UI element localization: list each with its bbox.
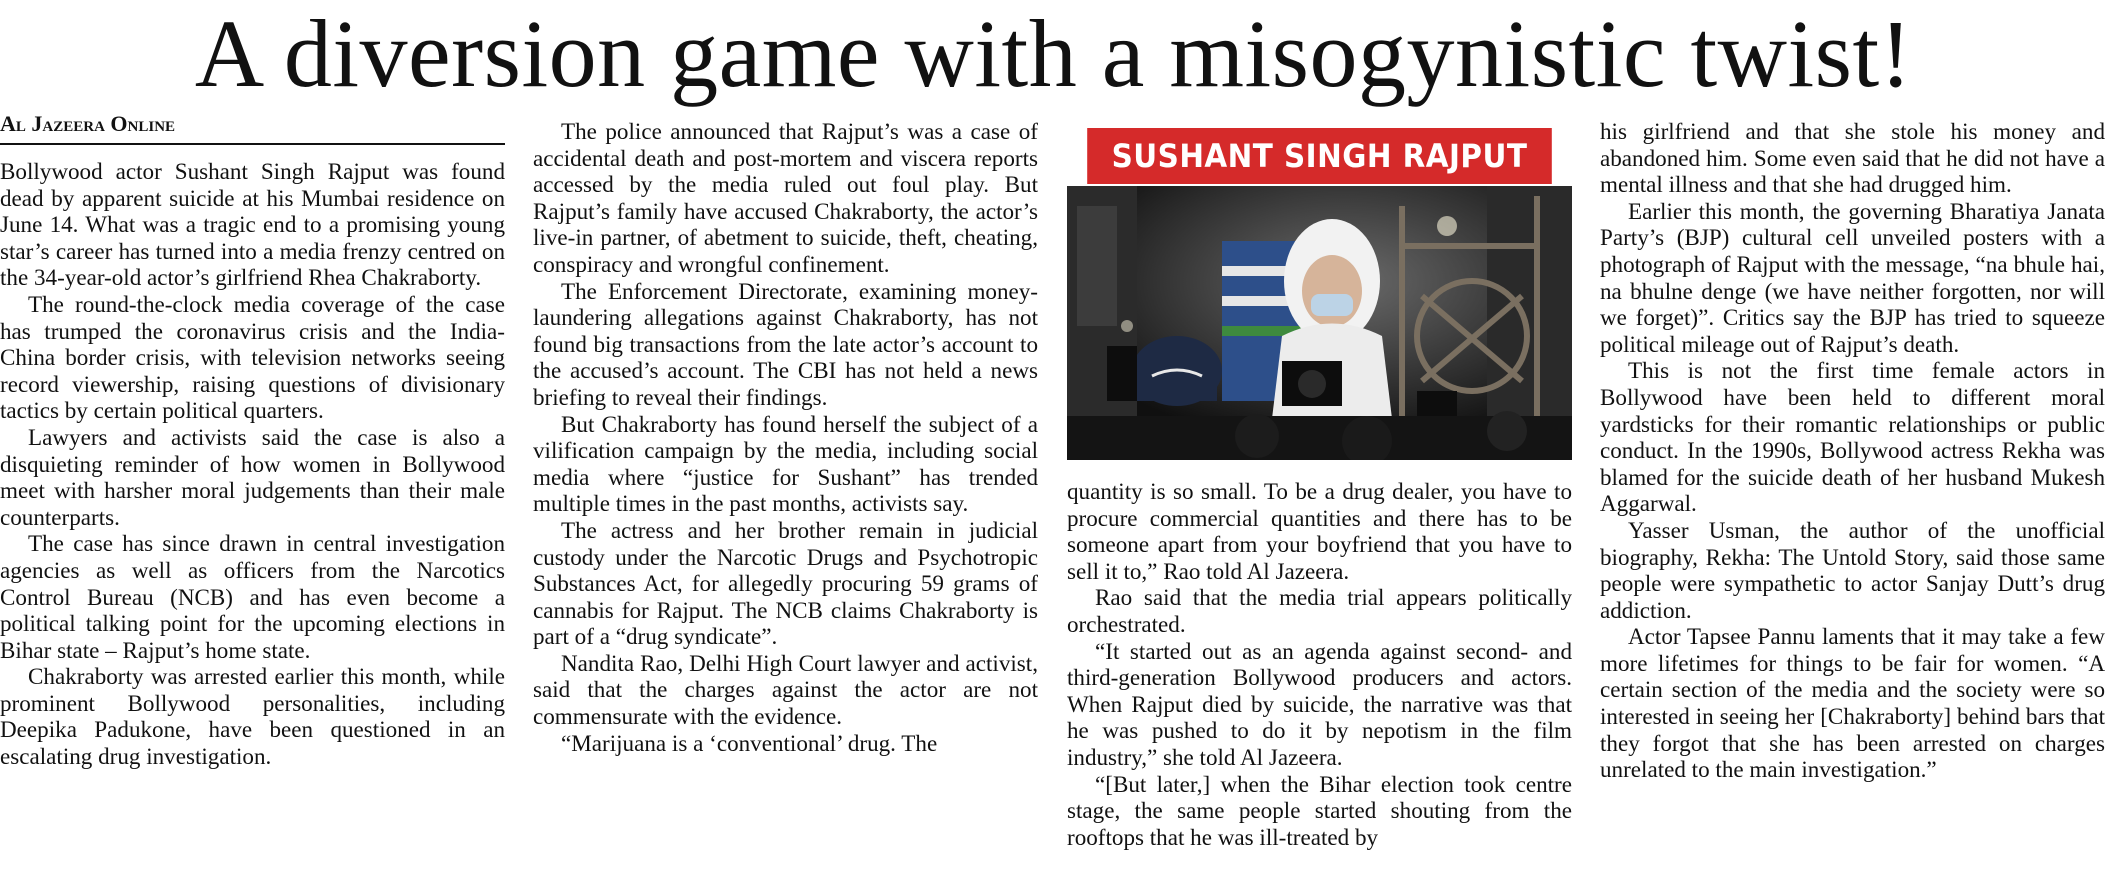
article-column-1 (0, 158, 505, 770)
paragraph: The police announced that Rajput’s was a case of accidental death and post-mortem and viscera reports accessed by the media ruled out foul play. But Rajput’s family have accused Chakraborty, the actor’s live-in partner, of abetment to suicide, theft, cheating, conspiracy and wrongful confinement. (533, 118, 1038, 277)
paragraph: The case has since drawn in central investigation agencies as well as officers from the Narcotics Control Bureau (NCB) and has even become a political talking point for the upcoming elections in Bihar state – Rajput’s home state. (0, 530, 505, 663)
paragraph: Chakraborty was arrested earlier this month, while prominent Bollywood personalities, including Deepika Padukone, have been questioned in an escalating drug investigation. (0, 663, 505, 770)
paragraph: Bollywood actor Sushant Singh Rajput was found dead by apparent suicide at his Mumbai residence on June 14. What was a tragic end to a promising young star’s career has turned into a media frenzy centred on the 34-year-old actor’s girlfriend Rhea Chakraborty. (0, 158, 505, 291)
byline: Al Jazeera Online (0, 111, 176, 136)
headline: A diversion game with a misogynistic twist! (194, 0, 1913, 107)
paragraph: This is not the first time female actors in Bollywood have been held to different moral yardsticks for their romantic relationships or public conduct. In the 1990s, Bollywood actress Rekha was blamed for the suicide death of her husband Mukesh Aggarwal. (1600, 357, 2105, 517)
photo-banner: SUSHANT SINGH RAJPUT (1087, 128, 1552, 184)
paragraph: The actress and her brother remain in judicial custody under the Narcotic Drugs and Psychotropic Substances Act, for allegedly procuring 59 grams of cannabis for Rajput. The NCB claims Chakraborty is part of a “drug syndicate”. (533, 516, 1038, 650)
article-column-2 (533, 118, 1038, 756)
paragraph: Lawyers and activists said the case is also a disquieting reminder of how women in Bollywood meet with harsher moral judgements than their male counterparts. (0, 423, 505, 530)
paragraph: “Marijuana is a ‘conventional’ drug. The (561, 729, 938, 756)
paragraph: his girlfriend and that she stole his money and abandoned him. Some even said that he did not have a mental illness and that she had drugged him. (1600, 118, 2105, 198)
paragraph: “[But later,] when the Bihar election took centre stage, the same people started shouting from the rooftops that he was ill-treated by (1067, 770, 1572, 850)
paragraph: The Enforcement Directorate, examining money-laundering allegations against Chakraborty, has not found big transactions from the late actor’s account to the accused’s account. The CBI has not held a news briefing to reveal their findings. (533, 277, 1038, 410)
paragraph: Earlier this month, the governing Bharatiya Janata Party’s (BJP) cultural cell unveiled posters with a photograph of Rajput with the message, “na bhule hai, na bhulne denge (we have neither forgotten, nor will we forget)”. Critics say the BJP has tried to squeeze political mileage out of Rajput’s death. (1600, 197, 2105, 357)
article-column-4 (1600, 118, 2105, 783)
paragraph: Yasser Usman, the author of the unofficial biography, Rekha: The Untold Story, said those same people were sympathetic to actor Sanjay Dutt’s drug addiction. (1600, 516, 2105, 623)
article-column-3 (1067, 478, 1572, 850)
paragraph: The round-the-clock media coverage of the case has trumped the coronavirus crisis and the India-China border crisis, with television networks seeing record viewership, raising questions of divisionary tactics by certain political quarters. (0, 290, 505, 424)
paragraph: “It started out as an agenda against second- and third-generation Bollywood producers and actors. When Rajput died by suicide, the narrative was that he was pushed to do it by nepotism in the film industry,” she told Al Jazeera. (1067, 637, 1572, 770)
news-photo (1067, 128, 1572, 460)
paragraph: Actor Tapsee Pannu laments that it may take a few more lifetimes for things to be fair for women. “A certain section of the media and the society were so interested in seeing her [Chakraborty] behind bars that they forgot that she has been arrested on charges unrelated to the main investigation.” (1600, 623, 2105, 783)
byline-rule (0, 143, 505, 145)
paragraph: But Chakraborty has found herself the subject of a vilification campaign by the media, including social media where “justice for Sushant” has trended multiple times in the past months, activists say. (533, 410, 1038, 517)
photo-image (1067, 186, 1572, 460)
crowd-photo-illustration (1067, 186, 1572, 460)
paragraph: Nandita Rao, Delhi High Court lawyer and activist, said that the charges against the actor are not commensurate with the evidence. (533, 649, 1038, 730)
paragraph: quantity is so small. To be a drug dealer, you have to procure commercial quantities and there has to be someone apart from your boyfriend that you have to sell it to,” Rao told Al Jazeera. (1067, 478, 1572, 584)
paragraph: Rao said that the media trial appears politically orchestrated. (1067, 584, 1572, 637)
